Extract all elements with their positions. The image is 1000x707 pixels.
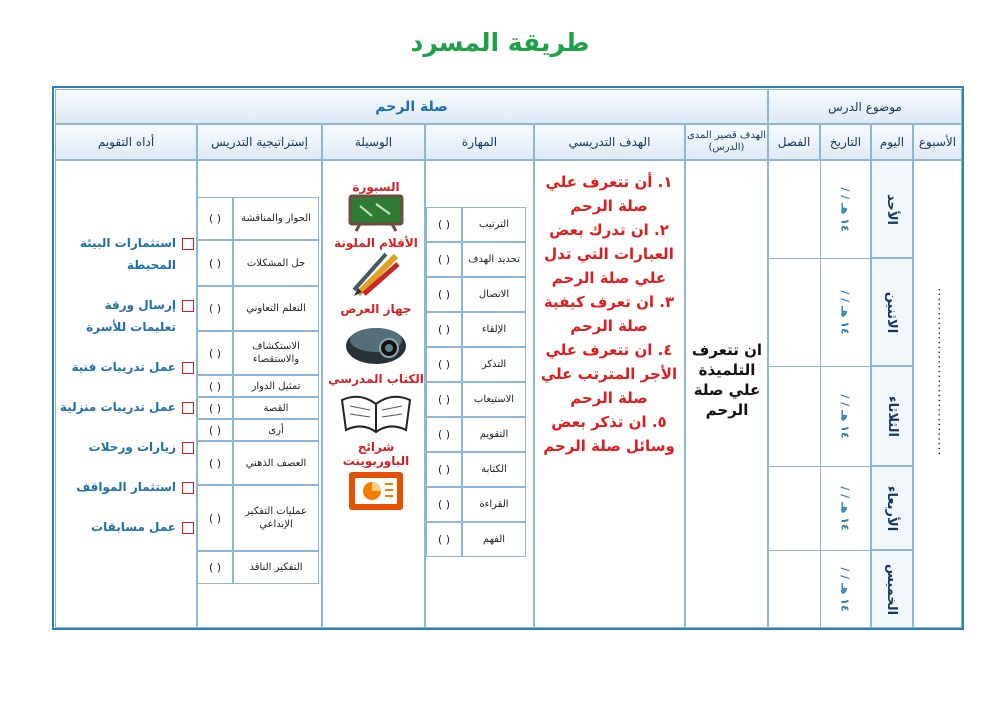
- tools-list: [328, 180, 424, 518]
- tool-label: الأقلام الملونة: [334, 236, 418, 250]
- strategy-row: عمليات التفكير الإبداعي ( ): [197, 485, 319, 551]
- date-monday: / / ١٤ هـ: [838, 289, 852, 335]
- strategy-checkbox[interactable]: ( ): [197, 397, 233, 419]
- strategies-list: [197, 197, 319, 584]
- strategy-row: القصة ( ): [197, 397, 319, 419]
- skill-checkbox[interactable]: ( ): [426, 452, 462, 487]
- day-thursday: الخميس: [871, 550, 913, 628]
- checkbox-icon[interactable]: [182, 300, 194, 312]
- evaluation-item[interactable]: استثمارات البيئة المحيطة: [58, 232, 194, 276]
- goal-item: ٤. ان تتعرف علي الأجر المترتب علي صلة الرحم: [540, 341, 678, 407]
- skill-row: التذكر ( ): [426, 347, 526, 382]
- skill-checkbox[interactable]: ( ): [426, 417, 462, 452]
- strategy-checkbox[interactable]: ( ): [197, 197, 233, 240]
- strategy-row: الحوار والمناقشة ( ): [197, 197, 319, 240]
- col-class: الفصل: [768, 124, 820, 160]
- skill-checkbox[interactable]: ( ): [426, 522, 462, 557]
- topic-label: موضوع الدرس: [768, 89, 962, 124]
- col-week: الأسبوع: [913, 124, 962, 160]
- checkbox-icon[interactable]: [182, 482, 194, 494]
- checkbox-icon[interactable]: [182, 362, 194, 374]
- strategy-checkbox[interactable]: ( ): [197, 441, 233, 485]
- checkbox-icon[interactable]: [182, 522, 194, 534]
- goal-item: ١. أن تتعرف علي صلة الرحم: [545, 173, 673, 215]
- skill-row: الكتابة ( ): [426, 452, 526, 487]
- topic-title: صلة الرحم: [55, 89, 768, 124]
- book-icon: [336, 386, 416, 436]
- skill-row: الاتصال ( ): [426, 277, 526, 312]
- col-day: اليوم: [871, 124, 913, 160]
- short-goal-text: ان تتعرف التلميذة علي صلة الرحم: [691, 341, 763, 419]
- strategy-checkbox[interactable]: ( ): [197, 240, 233, 286]
- strategy-row: الاستكشاف والاستقصاء ( ): [197, 331, 319, 375]
- strategy-checkbox[interactable]: ( ): [197, 375, 233, 397]
- week-number-placeholder: ...................................: [935, 287, 950, 457]
- tool-label: السبورة: [352, 180, 400, 194]
- col-date: التاريخ: [820, 124, 871, 160]
- strategy-row: العصف الذهني ( ): [197, 441, 319, 485]
- col-skill: المهارة: [425, 124, 534, 160]
- tool-label: جهاز العرض: [340, 302, 412, 316]
- evaluation-item[interactable]: استثمار المواقف: [58, 476, 194, 498]
- strategy-row: أرى ( ): [197, 419, 319, 441]
- date-tuesday: / / ١٤ هـ: [838, 393, 852, 439]
- evaluation-item[interactable]: عمل مسابقات: [58, 516, 194, 538]
- day-wednesday: الأربعاء: [871, 466, 913, 550]
- strategy-checkbox[interactable]: ( ): [197, 419, 233, 441]
- teaching-goals: [536, 170, 682, 458]
- date-wednesday: / / ١٤ هـ: [838, 485, 852, 531]
- chalkboard-icon: [346, 194, 406, 232]
- goal-item: ٣. ان تعرف كيفية صلة الرحم: [543, 293, 675, 335]
- page-title: طريقة المسرد: [410, 28, 590, 57]
- day-sunday: الأحد: [871, 160, 913, 258]
- strategy-checkbox[interactable]: ( ): [197, 286, 233, 331]
- col-tool: الوسيلة: [322, 124, 425, 160]
- strategy-checkbox[interactable]: ( ): [197, 485, 233, 551]
- strategy-checkbox[interactable]: ( ): [197, 551, 233, 584]
- evaluation-item[interactable]: زيارات ورحلات: [58, 436, 194, 458]
- projector-icon: [341, 316, 411, 368]
- skill-row: تحديد الهدف ( ): [426, 242, 526, 277]
- checkbox-icon[interactable]: [182, 402, 194, 414]
- evaluation-item[interactable]: عمل تدريبات فنية: [58, 356, 194, 378]
- skill-row: التقويم ( ): [426, 417, 526, 452]
- date-sunday: / / ١٤ هـ: [838, 186, 852, 232]
- checkbox-icon[interactable]: [182, 238, 194, 250]
- pencils-icon: [346, 250, 406, 298]
- col-strategy: إستراتيجية التدريس: [197, 124, 322, 160]
- skill-checkbox[interactable]: ( ): [426, 277, 462, 312]
- strategy-checkbox[interactable]: ( ): [197, 331, 233, 375]
- skill-row: القراءة ( ): [426, 487, 526, 522]
- col-evaluation: أداه التقويم: [55, 124, 197, 160]
- evaluation-item[interactable]: إرسال ورقة تعليمات للأسرة: [58, 294, 194, 338]
- skill-checkbox[interactable]: ( ): [426, 382, 462, 417]
- skills-list: [426, 207, 526, 557]
- skill-row: الترتيب ( ): [426, 207, 526, 242]
- goal-item: ٢. ان تدرك بعض العبارات التي تدل علي صلة الرحم: [544, 221, 674, 287]
- day-tuesday: الثلاثاء: [871, 366, 913, 466]
- date-thursday: / / ١٤ هـ: [838, 566, 852, 612]
- skill-checkbox[interactable]: ( ): [426, 312, 462, 347]
- strategy-row: حل المشكلات ( ): [197, 240, 319, 286]
- powerpoint-icon: [345, 468, 407, 514]
- skill-checkbox[interactable]: ( ): [426, 487, 462, 522]
- tool-label: الكتاب المدرسي: [328, 372, 424, 386]
- strategy-row: التعلم التعاوني ( ): [197, 286, 319, 331]
- skill-row: الاستيعاب ( ): [426, 382, 526, 417]
- evaluation-list: [58, 232, 194, 556]
- skill-checkbox[interactable]: ( ): [426, 347, 462, 382]
- strategy-row: التفكير الناقد ( ): [197, 551, 319, 584]
- checkbox-icon[interactable]: [182, 442, 194, 454]
- col-teaching-goal: الهدف التدريسي: [534, 124, 685, 160]
- skill-row: الفهم ( ): [426, 522, 526, 557]
- tool-label: شرائح الباوربوينت: [342, 440, 410, 468]
- col-short-goal: الهدف قصير المدى (الدرس): [685, 124, 768, 160]
- day-monday: الاثنين: [871, 258, 913, 366]
- goal-item: ٥. ان تذكر بعض وسائل صلة الرحم: [543, 413, 675, 455]
- skill-checkbox[interactable]: ( ): [426, 242, 462, 277]
- evaluation-item[interactable]: عمل تدريبات منزلية: [58, 396, 194, 418]
- skill-checkbox[interactable]: ( ): [426, 207, 462, 242]
- skill-row: الإلقاء ( ): [426, 312, 526, 347]
- strategy-row: تمثيل الدوار ( ): [197, 375, 319, 397]
